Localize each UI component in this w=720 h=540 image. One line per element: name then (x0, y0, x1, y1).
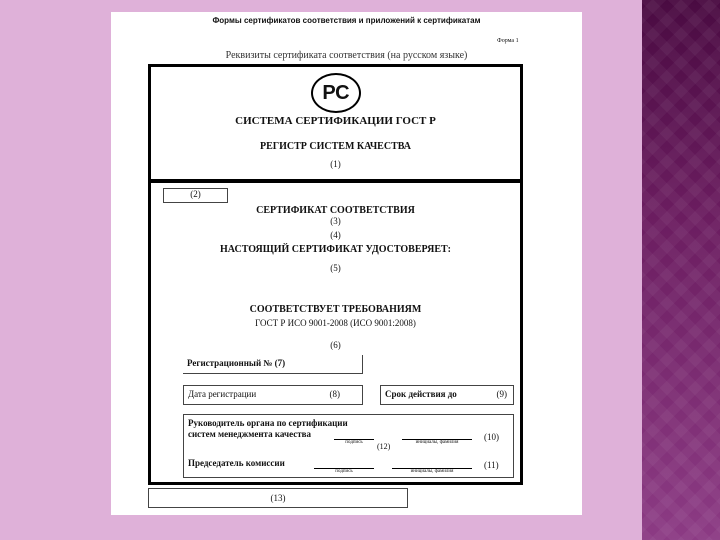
field-8: (8) (329, 389, 340, 399)
head-label-1: Руководитель органа по сертификации (188, 418, 348, 428)
complies-text: СООТВЕТСТВУЕТ ТРЕБОВАНИЯМ (249, 304, 422, 315)
field-9: (9) (496, 389, 507, 399)
certifies-text: НАСТОЯЩИЙ СЕРТИФИКАТ УДОСТОВЕРЯЕТ: (220, 244, 451, 255)
registration-number-box: Регистрационный № (7) (183, 355, 363, 374)
valid-until-label: Срок действия до (385, 389, 457, 399)
registration-date-box (183, 385, 363, 405)
document-header: Формы сертификатов соответствия и приложений к сертификатам (212, 16, 481, 25)
signature-caption-2: подпись (335, 469, 353, 474)
certificate-title: СЕРТИФИКАТ СООТВЕТСТВИЯ (256, 205, 415, 216)
signature-caption: подпись (345, 440, 363, 445)
system-title: СИСТЕМА СЕРТИФИКАЦИИ ГОСТ Р (235, 115, 436, 127)
head-label-2: систем менеджмента качества (188, 429, 311, 439)
top-section (148, 64, 523, 182)
field-6: (6) (330, 340, 341, 350)
decorative-side-panel (642, 0, 720, 540)
field-3: (3) (330, 216, 341, 226)
subtitle: Реквизиты сертификата соответствия (на русском языке) (225, 50, 468, 61)
standard-text: ГОСТ Р ИСО 9001-2008 (ИСО 9001:2008) (255, 318, 416, 328)
field-1: (1) (330, 159, 341, 169)
form-label: Форма 1 (497, 38, 519, 44)
rostest-logo: РС (311, 73, 361, 113)
valid-until-box (380, 385, 514, 405)
register-title: РЕГИСТР СИСТЕМ КАЧЕСТВА (259, 141, 412, 152)
field-5: (5) (330, 263, 341, 273)
registration-date-label: Дата регистрации (188, 389, 257, 399)
certificate-form-image (111, 12, 582, 515)
field-2-box: (2) (163, 188, 228, 203)
initials-caption-2: инициалы, фамилия (410, 469, 454, 474)
main-section (148, 180, 523, 485)
chairman-label: Председатель комиссии (188, 458, 285, 468)
field-11: (11) (484, 460, 499, 470)
field-4: (4) (330, 230, 341, 240)
signatures-box (183, 414, 514, 478)
initials-caption: инициалы, фамилия (415, 440, 459, 445)
field-13-box: (13) (148, 488, 408, 508)
field-10: (10) (484, 432, 499, 442)
field-12: (12) (377, 442, 391, 451)
